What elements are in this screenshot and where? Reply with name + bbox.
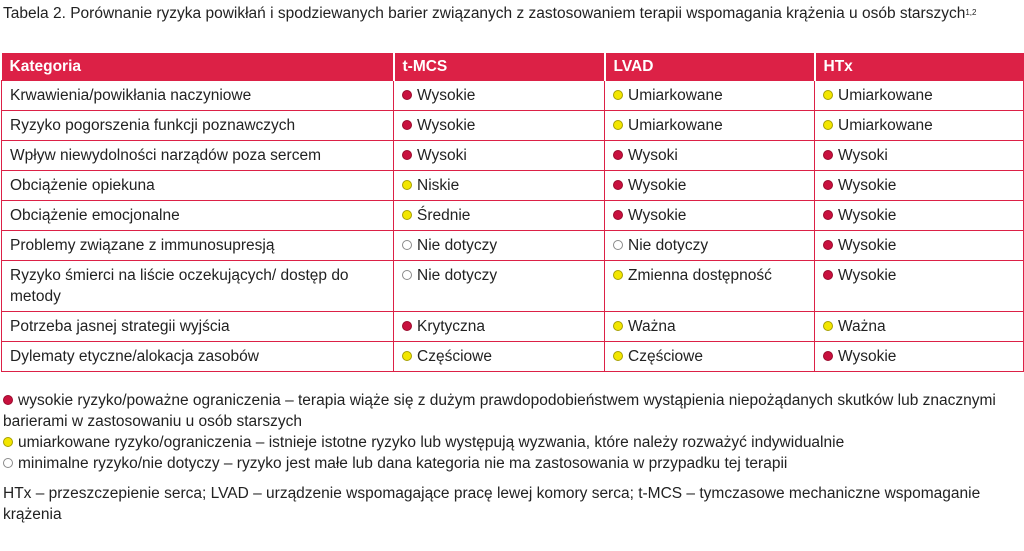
minimal-risk-dot-icon: [3, 458, 13, 468]
category-cell: Ryzyko śmierci na liście oczekujących/ dostęp do metody: [2, 261, 394, 312]
risk-label: Umiarkowane: [838, 87, 933, 104]
risk-cell-htx: [815, 261, 1024, 312]
risk-label: Ważna: [628, 318, 676, 335]
risk-cell-t-mcs: [394, 312, 605, 342]
risk-label: Umiarkowane: [628, 117, 723, 134]
legend-text: minimalne ryzyko/nie dotyczy – ryzyko jest małe lub dana kategoria nie ma zastosowania w przypadku tej terapii: [18, 455, 788, 472]
risk-cell-htx: [815, 141, 1024, 171]
risk-label: Nie dotyczy: [417, 237, 498, 254]
moderate-risk-dot-icon: [613, 270, 623, 280]
table-body: [2, 81, 1024, 372]
legend-item: [3, 390, 1019, 432]
high-risk-dot-icon: [402, 150, 412, 160]
header-t-mcs: t-MCS: [394, 53, 605, 81]
table-row: [2, 201, 1024, 231]
category-cell: Ryzyko pogorszenia funkcji poznawczych: [2, 111, 394, 141]
risk-label: Krytyczna: [417, 318, 486, 335]
risk-cell-htx: [815, 231, 1024, 261]
high-risk-dot-icon: [823, 351, 833, 361]
risk-label: Wysokie: [838, 207, 897, 224]
table-row: [2, 111, 1024, 141]
minimal-risk-dot-icon: [613, 240, 623, 250]
risk-cell-htx: [815, 312, 1024, 342]
risk-cell-t-mcs: [394, 231, 605, 261]
category-cell: Dylematy etyczne/alokacja zasobów: [2, 342, 394, 372]
high-risk-dot-icon: [823, 270, 833, 280]
table-caption: [3, 3, 1019, 24]
category-cell: Problemy związane z immunosupresją: [2, 231, 394, 261]
table-row: [2, 81, 1024, 111]
moderate-risk-dot-icon: [3, 437, 13, 447]
abbreviations-note: HTx – przeszczepienie serca; LVAD – urządzenie wspomagające pracę lewej komory serca; t-MCS – tymczasowe mechaniczne wspomaganie krążenia: [3, 485, 981, 523]
header-lvad: LVAD: [605, 53, 815, 81]
high-risk-dot-icon: [3, 395, 13, 405]
table-row: [2, 312, 1024, 342]
risk-label: Wysoki: [628, 147, 678, 164]
risk-label: Umiarkowane: [628, 87, 723, 104]
risk-cell-htx: [815, 342, 1024, 372]
risk-label: Ważna: [838, 318, 886, 335]
category-cell: Krwawienia/powikłania naczyniowe: [2, 81, 394, 111]
risk-label: Wysokie: [628, 177, 687, 194]
risk-label: Wysoki: [417, 147, 467, 164]
risk-cell-lvad: [605, 111, 815, 141]
risk-cell-lvad: [605, 342, 815, 372]
high-risk-dot-icon: [823, 180, 833, 190]
risk-label: Wysokie: [628, 207, 687, 224]
moderate-risk-dot-icon: [613, 351, 623, 361]
high-risk-dot-icon: [402, 90, 412, 100]
legend-item: [3, 453, 1019, 474]
risk-label: Wysokie: [838, 177, 897, 194]
moderate-risk-dot-icon: [402, 180, 412, 190]
risk-cell-lvad: [605, 261, 815, 312]
moderate-risk-dot-icon: [823, 321, 833, 331]
risk-label: Umiarkowane: [838, 117, 933, 134]
risk-cell-htx: [815, 111, 1024, 141]
risk-label: Zmienna dostępność: [628, 267, 772, 284]
high-risk-dot-icon: [402, 321, 412, 331]
risk-cell-t-mcs: [394, 261, 605, 312]
risk-cell-lvad: [605, 81, 815, 111]
comparison-table: [1, 53, 1024, 372]
high-risk-dot-icon: [613, 210, 623, 220]
risk-cell-t-mcs: [394, 81, 605, 111]
high-risk-dot-icon: [613, 150, 623, 160]
header-htx: HTx: [815, 53, 1024, 81]
high-risk-dot-icon: [823, 210, 833, 220]
risk-label: Wysokie: [838, 237, 897, 254]
moderate-risk-dot-icon: [613, 120, 623, 130]
caption-reference: 1,2: [965, 8, 977, 17]
risk-cell-htx: [815, 171, 1024, 201]
risk-label: Częściowe: [628, 348, 703, 365]
risk-label: Wysoki: [838, 147, 888, 164]
legend-text: wysokie ryzyko/poważne ograniczenia – terapia wiąże się z dużym prawdopodobieństwem wystąpienia niepożądanych skutków lub znacznymi barierami w zastosowaniu u osób starszych: [3, 392, 996, 430]
risk-cell-t-mcs: [394, 111, 605, 141]
high-risk-dot-icon: [402, 120, 412, 130]
risk-cell-lvad: [605, 201, 815, 231]
risk-cell-lvad: [605, 141, 815, 171]
risk-cell-t-mcs: [394, 171, 605, 201]
legend-text: umiarkowane ryzyko/ograniczenia – istnieje istotne ryzyko lub występują wyzwania, które należy rozważyć indywidualnie: [18, 434, 845, 451]
category-cell: Potrzeba jasnej strategii wyjścia: [2, 312, 394, 342]
moderate-risk-dot-icon: [823, 120, 833, 130]
category-cell: Obciążenie emocjonalne: [2, 201, 394, 231]
table-header-row: [2, 53, 1024, 81]
header-kategoria: Kategoria: [2, 53, 394, 81]
moderate-risk-dot-icon: [402, 210, 412, 220]
risk-label: Wysokie: [417, 117, 476, 134]
risk-label: Częściowe: [417, 348, 492, 365]
moderate-risk-dot-icon: [613, 321, 623, 331]
high-risk-dot-icon: [613, 180, 623, 190]
table-row: [2, 141, 1024, 171]
minimal-risk-dot-icon: [402, 270, 412, 280]
high-risk-dot-icon: [823, 240, 833, 250]
risk-cell-htx: [815, 81, 1024, 111]
risk-label: Wysokie: [417, 87, 476, 104]
category-cell: Obciążenie opiekuna: [2, 171, 394, 201]
risk-label: Średnie: [417, 207, 471, 224]
table-row: [2, 171, 1024, 201]
risk-cell-t-mcs: [394, 141, 605, 171]
high-risk-dot-icon: [823, 150, 833, 160]
moderate-risk-dot-icon: [823, 90, 833, 100]
risk-cell-t-mcs: [394, 201, 605, 231]
risk-label: Nie dotyczy: [417, 267, 498, 284]
table-row: [2, 342, 1024, 372]
table-row: [2, 231, 1024, 261]
legend: [3, 390, 1019, 474]
caption-text: Tabela 2. Porównanie ryzyka powikłań i spodziewanych barier związanych z zastosowaniem terapii wspomagania krążenia u osób starszych: [3, 5, 966, 22]
moderate-risk-dot-icon: [402, 351, 412, 361]
moderate-risk-dot-icon: [613, 90, 623, 100]
minimal-risk-dot-icon: [402, 240, 412, 250]
risk-cell-t-mcs: [394, 342, 605, 372]
category-cell: Wpływ niewydolności narządów poza sercem: [2, 141, 394, 171]
legend-item: [3, 432, 1019, 453]
risk-label: Wysokie: [838, 348, 897, 365]
risk-cell-lvad: [605, 312, 815, 342]
risk-cell-lvad: [605, 231, 815, 261]
risk-label: Niskie: [417, 177, 460, 194]
risk-label: Nie dotyczy: [628, 237, 709, 254]
risk-cell-lvad: [605, 171, 815, 201]
risk-cell-htx: [815, 201, 1024, 231]
risk-label: Wysokie: [838, 267, 897, 284]
table-row: [2, 261, 1024, 312]
